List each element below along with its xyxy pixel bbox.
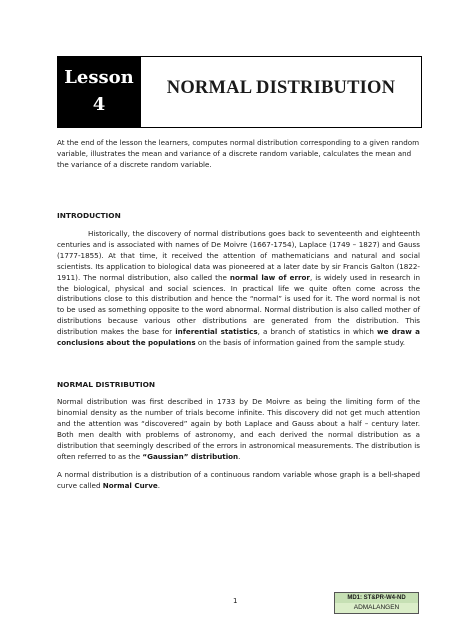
author-name: ADMALANGEN xyxy=(335,603,418,613)
introduction-section xyxy=(57,229,420,349)
normal-distribution-heading: NORMAL DISTRIBUTION xyxy=(57,380,156,389)
normal-distribution-section xyxy=(57,397,420,492)
page-number: 1 xyxy=(233,597,238,605)
introduction-heading: INTRODUCTION xyxy=(57,211,121,220)
nd-text-2: A normal distribution is a distribution of a continuous random variable whose graph is a bell-shaped curve called xyxy=(57,470,420,491)
intro-text-2: , is widely used in research in the biological, physical and social sciences. In practical life we quite often come across the distributions close to this distribution and hence the “normal” is used for it. The word normal is not to be used as something opposite to the word abnormal. Normal distribution is also called mother of distributions because various other distributions are generated from the distribution. This distribution makes the base for xyxy=(57,272,421,337)
lesson-header xyxy=(57,56,422,128)
introduction-paragraph xyxy=(57,229,420,349)
nd-text-1: Normal distribution was first described in 1733 by De Moivre as being the limiting form of the binomial density as the number of trials become infinite. This discovery did not get much attention and the attention was “discovered” again by both Laplace and Gauss about a half – century later. Both men dealth with problems of astronomy, and each derived the normal distribution as a distribution that seemingly described of the errors in astronomical measurements. The distribution is often referred to as the xyxy=(57,397,420,461)
intro-text-3: , a branch of statistics in which xyxy=(257,327,377,337)
lesson-number: 4 xyxy=(92,94,106,115)
nd-text-1-end: . xyxy=(238,451,241,461)
module-code: MD1: ST&PR-W4-ND xyxy=(335,593,418,603)
intro-text-1: Historically, the discovery of normal distributions goes back to seventeenth and eighteenth centuries and is associated with names of De Moivre (1667-1754), Laplace (1749 – 1827) and Gauss (1777-1855). At that time, it received the attention of mathematicians and natural and social scientists. Its application to biological data was pioneered at a later date by sir Francis Galton (1822-1911). The normal distribution, also called the xyxy=(57,229,420,282)
intro-bold-inferential: inferential statistics xyxy=(175,327,258,337)
intro-bold-conclusions: we draw a conclusions about the populations xyxy=(57,327,420,348)
objective-text: At the end of the lesson the learners, computes normal distribution corresponding to a given random variable, illustrates the mean and variance of a discrete random variable, calculates the mean and the variance of a discrete random variable. xyxy=(57,138,420,169)
nd-paragraph-1 xyxy=(57,397,420,462)
page-title: NORMAL DISTRIBUTION xyxy=(166,78,396,98)
nd-bold-normal-curve: Normal Curve xyxy=(102,481,158,491)
lesson-objective xyxy=(57,138,420,171)
intro-bold-normal-law: normal law of error xyxy=(229,272,310,282)
module-code-box xyxy=(334,592,419,614)
nd-paragraph-2 xyxy=(57,470,420,492)
nd-bold-gaussian: “Gaussian” distribution xyxy=(142,451,239,461)
intro-text-4: on the basis of information gained from the sample study. xyxy=(195,338,406,348)
nd-text-2-end: . xyxy=(157,481,160,491)
lesson-badge xyxy=(57,56,141,128)
lesson-label: Lesson xyxy=(64,67,134,88)
